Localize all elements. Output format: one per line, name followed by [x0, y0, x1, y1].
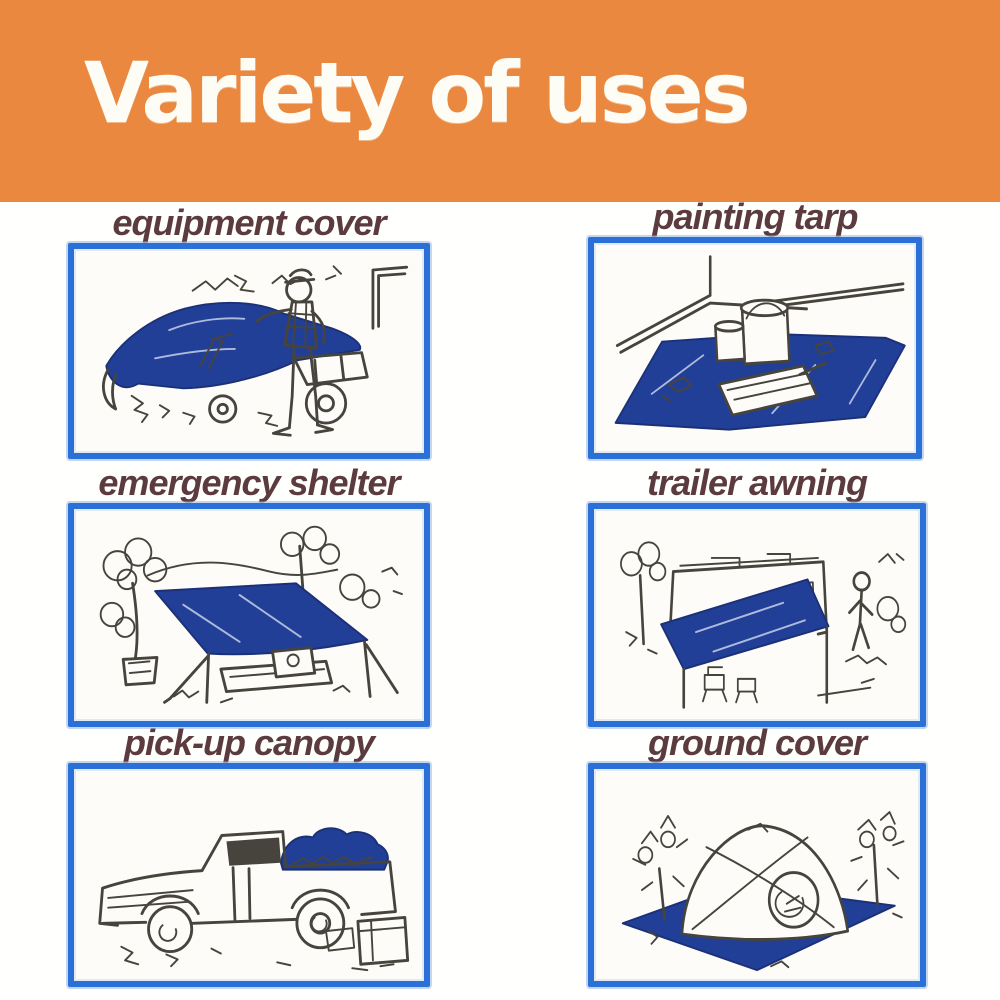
header-band [0, 0, 1000, 202]
panel-emergency-shelter [68, 463, 430, 727]
panel-label: trailer awning [646, 462, 868, 503]
panel-label: ground cover [647, 722, 867, 763]
panel-pickup-canopy [68, 723, 430, 987]
painting-tarp-illustration [600, 249, 910, 447]
panel-frame [588, 237, 922, 459]
panel-frame [68, 243, 430, 459]
panel-label: equipment cover [112, 202, 386, 243]
page-title: Variety of uses [84, 44, 748, 142]
panel-frame [588, 503, 926, 727]
panel-label: emergency shelter [98, 462, 400, 503]
emergency-shelter-illustration [80, 515, 418, 715]
trailer-awning-illustration [600, 515, 914, 715]
panel-painting-tarp [588, 197, 922, 459]
panel-frame [68, 763, 430, 987]
panel-trailer-awning [588, 463, 926, 727]
panel-frame [588, 763, 926, 987]
panel-label: pick-up canopy [123, 722, 375, 763]
pickup-canopy-illustration [80, 775, 418, 975]
ground-cover-illustration [600, 775, 914, 975]
panel-frame [68, 503, 430, 727]
panel-ground-cover [588, 723, 926, 987]
panel-equipment-cover [68, 203, 430, 459]
equipment-cover-illustration [80, 255, 418, 447]
panel-label: painting tarp [652, 196, 858, 237]
